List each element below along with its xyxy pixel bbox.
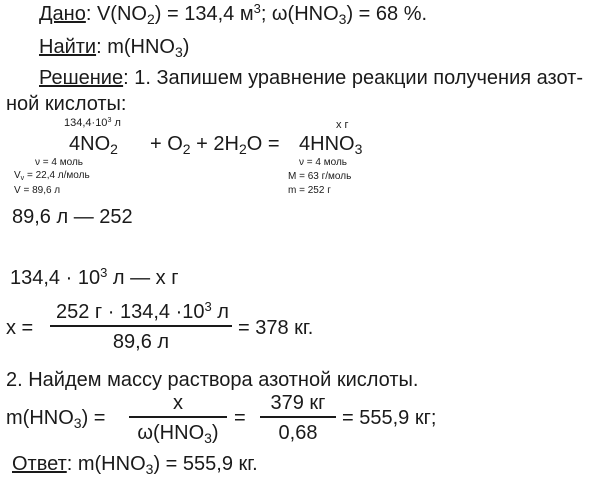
calc-m-result: = 555,9 кг; xyxy=(342,407,437,429)
reaction-middle: + $O_2 + 2H_2O$ = xyxy=(150,133,280,158)
answer-line: Ответ: $m(HNO_3) = 555,9$ кг. xyxy=(12,453,258,478)
solution-label: Решение xyxy=(39,67,124,89)
equation-top-right-annotation: х г xyxy=(336,119,349,131)
find-label: Найти xyxy=(39,36,97,58)
given-line: Дано: $V(NO_2) = 134,4$ $м^3$; $\omega(HNO_3) = 68$ %. xyxy=(39,0,428,28)
product-hno3: $4HNO_3$ xyxy=(299,133,363,158)
calc-m-numerator-2: 379 кг xyxy=(270,392,326,414)
equation-top-left-annotation: $134,4\cdot 10^3$ л xyxy=(64,116,121,129)
solution-line-2: ной кислоты: xyxy=(6,93,127,115)
answer-label: Ответ xyxy=(12,453,67,475)
proportion-line-1: 89,6 л — 252 xyxy=(12,206,133,228)
calc-m-denominator-2: 0,68 xyxy=(278,422,318,444)
calc-x-result: = 378 кг. xyxy=(238,317,314,339)
calc-x-denominator: 89,6 л xyxy=(112,331,170,353)
reaction-equation xyxy=(69,132,118,156)
calc-m-fraction-bar-1 xyxy=(129,416,227,418)
calc-m-denominator-1: $\omega(HNO_3)$ xyxy=(137,422,219,447)
proportion-line-2: $134,4 \cdot 10^3$ л — х г xyxy=(10,264,179,289)
calc-x-lhs: x = xyxy=(6,317,34,339)
calc-x-numerator: 252 $г \cdot 134,4 \cdot 10^3$ л xyxy=(56,298,229,323)
left-note-nu: ν = 4 моль xyxy=(35,157,83,168)
calc-m-fraction-bar-2 xyxy=(260,416,336,418)
calc-m-numerator-1: x xyxy=(173,392,183,414)
left-note-vm: $V_v = 22,4$ л/моль xyxy=(14,170,90,183)
calc-m-equals: = xyxy=(234,407,246,429)
calc-x-fraction-bar xyxy=(50,325,232,327)
reactant-no2: $4NO_2$ xyxy=(69,133,118,158)
left-note-v: V = 89,6 л xyxy=(14,185,61,196)
right-note-nu: ν = 4 моль xyxy=(299,157,347,168)
solution-line-1: Решение: 1. Запишем уравнение реакции получения азот- xyxy=(39,67,583,89)
step2-line: 2. Найдем массу раствора азотной кислоты. xyxy=(6,369,419,391)
find-line: Найти: $m(HNO_3)$ xyxy=(39,36,190,61)
calc-m-lhs: $m(HNO_3)$ = xyxy=(6,407,106,432)
right-note-mass: m = 252 г xyxy=(288,185,331,196)
given-label: Дано xyxy=(39,3,86,25)
right-note-molar: M = 63 г/моль xyxy=(288,171,352,182)
